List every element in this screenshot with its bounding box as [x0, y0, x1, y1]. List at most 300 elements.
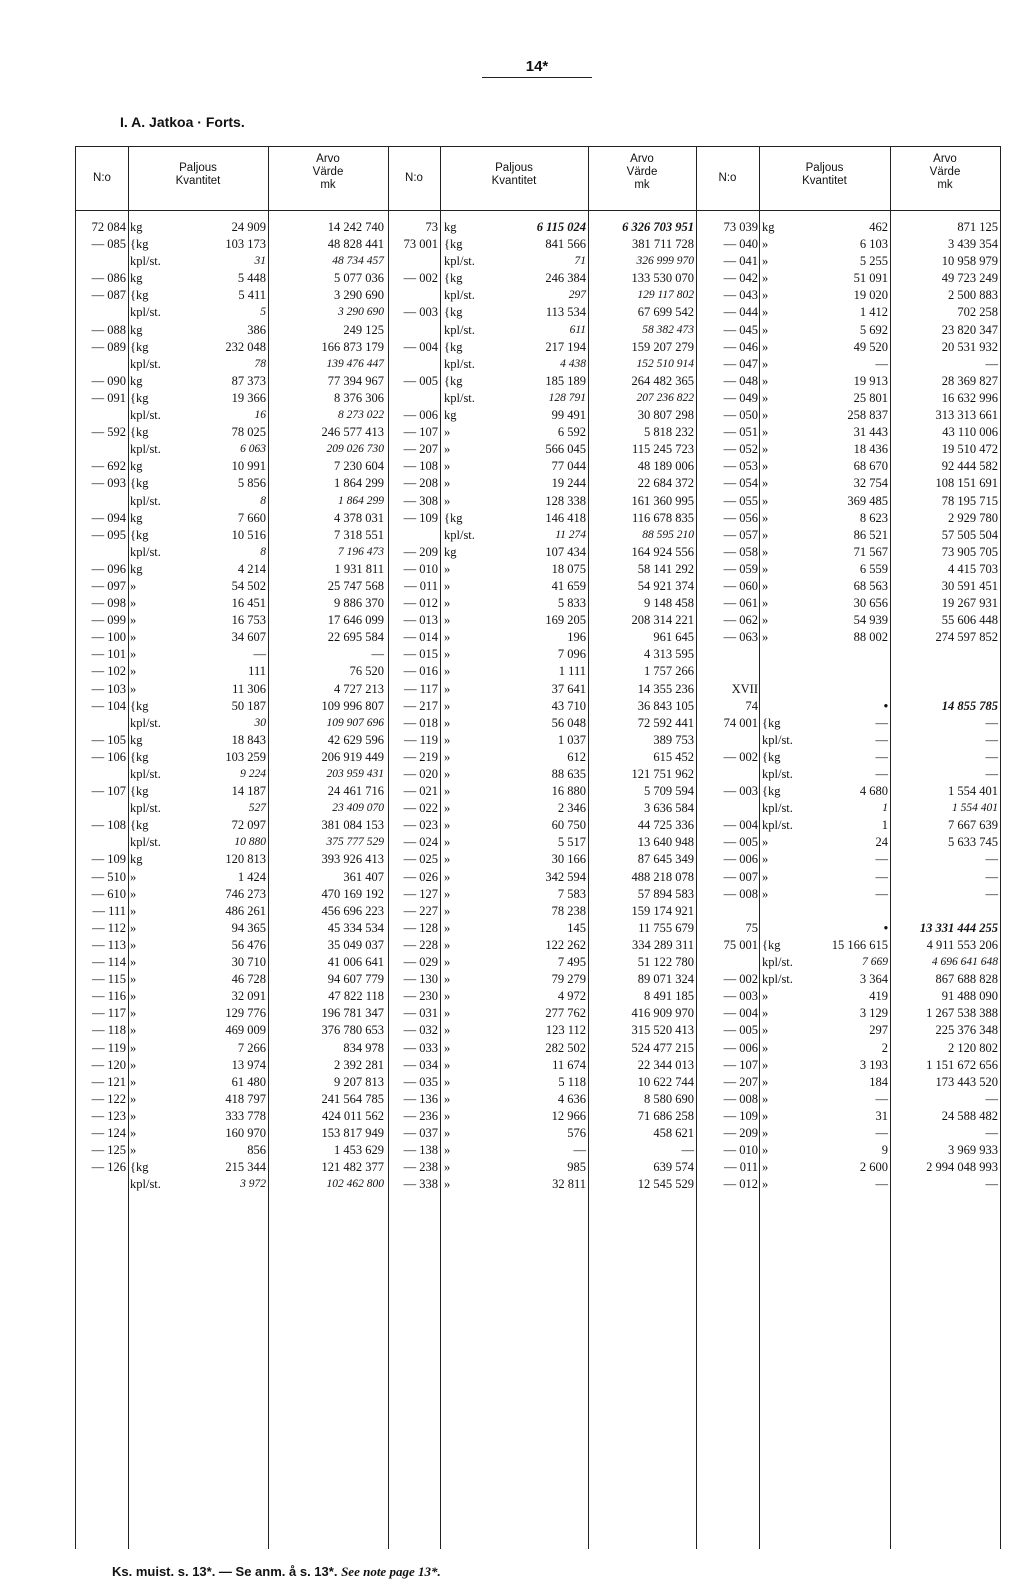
quantity-value: 18 075 [551, 561, 586, 576]
unit-label: {kg [762, 784, 781, 799]
value-amount: 4 415 703 [948, 561, 998, 576]
quantity-value: 6 063 [240, 443, 266, 456]
unit-label: » [762, 613, 769, 628]
value-amount: 23 409 070 [332, 802, 384, 815]
item-number: — 113 [92, 937, 126, 952]
quantity-value: 30 [254, 716, 266, 729]
value-amount: 71 686 258 [637, 1108, 694, 1123]
quantity-value: 469 009 [225, 1023, 266, 1038]
item-number: — 098 [91, 596, 126, 611]
quantity-value: 18 843 [231, 732, 266, 747]
table-row [76, 493, 392, 510]
table-row [390, 270, 694, 287]
table-row [76, 851, 392, 868]
value-amount: 89 071 324 [637, 972, 694, 987]
table-row [390, 1022, 694, 1039]
quantity-value: 71 [574, 255, 586, 268]
table-row [698, 1176, 998, 1193]
item-number: — 041 [723, 254, 758, 269]
unit-label: kpl/st. [762, 732, 793, 747]
value-amount: 92 444 582 [941, 459, 998, 474]
table-row [698, 766, 998, 783]
value-amount: 458 621 [653, 1125, 694, 1140]
table-row [698, 869, 998, 886]
unit-label: {kg [444, 237, 463, 252]
quantity-value: 1 424 [237, 869, 266, 884]
quantity-value: 30 166 [551, 852, 586, 867]
value-amount: 8 580 690 [644, 1091, 694, 1106]
value-amount: 8 491 185 [644, 989, 694, 1004]
table-row [698, 749, 998, 766]
value-amount: — [985, 732, 998, 747]
unit-label: » [762, 442, 769, 457]
unit-label: » [130, 869, 137, 884]
item-number: — 095 [91, 527, 126, 542]
table-row [76, 1022, 392, 1039]
table-row [390, 356, 694, 373]
item-number: — 049 [723, 390, 758, 405]
unit-label: {kg [130, 698, 149, 713]
unit-label: » [130, 920, 137, 935]
value-amount: 315 520 413 [631, 1023, 694, 1038]
value-amount: 57 894 583 [637, 886, 694, 901]
value-amount: 3 290 690 [338, 306, 384, 319]
value-amount: 30 807 298 [637, 408, 694, 423]
item-number: — 308 [403, 493, 438, 508]
unit-label: » [762, 1160, 769, 1175]
table-row [698, 971, 998, 988]
item-number: — 107 [723, 1057, 758, 1072]
table-row [390, 1005, 694, 1022]
value-amount: 9 148 458 [644, 596, 694, 611]
table-row [390, 766, 694, 783]
quantity-value: 369 485 [847, 493, 888, 508]
quantity-value: 8 623 [859, 510, 888, 525]
table-row [390, 1057, 694, 1074]
value-amount: 121 751 962 [631, 767, 694, 781]
item-number: — 063 [723, 630, 758, 645]
value-amount: 5 709 594 [644, 784, 694, 799]
quantity-value: 60 750 [551, 818, 586, 833]
quantity-value: 78 238 [551, 903, 586, 918]
unit-label: » [444, 1091, 451, 1106]
table-row [76, 937, 392, 954]
header-no: N:o [718, 172, 737, 184]
item-number: — 096 [91, 561, 126, 576]
value-amount: 78 195 715 [941, 493, 998, 508]
value-amount: 424 011 562 [321, 1108, 384, 1123]
value-amount: 17 646 099 [327, 613, 384, 628]
quantity-value: 185 189 [545, 373, 586, 388]
unit-label: » [762, 408, 769, 423]
item-number: — 103 [91, 681, 126, 696]
item-number: — 227 [403, 903, 438, 918]
quantity-value: 145 [567, 920, 586, 935]
quantity-value: 9 224 [240, 768, 266, 780]
quantity-value: — [573, 1143, 586, 1158]
unit-label: » [130, 1091, 137, 1106]
value-amount: 615 452 [653, 749, 694, 764]
item-number: — 102 [91, 664, 126, 679]
quantity-value: 10 880 [234, 836, 266, 849]
table-row [390, 749, 694, 766]
quantity-value: 11 274 [555, 528, 586, 541]
quantity-value: 68 563 [853, 578, 888, 593]
item-number: — 217 [403, 698, 438, 713]
table-row [390, 681, 694, 698]
item-number: — 109 [723, 1108, 758, 1123]
table-row [390, 578, 694, 595]
table-row [698, 886, 998, 903]
value-amount: 3 636 584 [644, 801, 694, 816]
table-row [76, 766, 392, 783]
table-row [390, 407, 694, 424]
value-amount: 116 678 835 [631, 510, 694, 525]
quantity-value: 32 811 [552, 1177, 586, 1192]
value-amount: — [985, 715, 998, 730]
item-number: 73 001 [403, 237, 438, 252]
value-amount: 8 273 022 [338, 409, 384, 422]
unit-label: » [444, 1023, 451, 1038]
table-row [390, 612, 694, 629]
value-amount: — [985, 869, 998, 884]
unit-label: » [444, 1040, 451, 1055]
unit-label: kpl/st. [444, 390, 475, 405]
quantity-value: 8 [260, 494, 266, 507]
value-amount: 389 753 [653, 732, 694, 747]
unit-label: {kg [130, 390, 149, 405]
quantity-value: 4 680 [859, 784, 888, 799]
table-row [390, 458, 694, 475]
unit-label: » [762, 425, 769, 440]
item-number: — 692 [91, 459, 126, 474]
quantity-value: 37 641 [551, 681, 586, 696]
unit-label: kg [130, 561, 143, 576]
item-number: — 023 [403, 818, 438, 833]
unit-label: kpl/st. [130, 305, 161, 320]
value-amount: 14 355 236 [637, 681, 694, 696]
quantity-value: 30 656 [853, 596, 888, 611]
quantity-value: 217 194 [545, 339, 586, 354]
value-amount: 1 554 401 [952, 802, 998, 815]
item-number: — 010 [723, 1143, 758, 1158]
quantity-value: 87 373 [231, 373, 266, 388]
unit-label: {kg [130, 784, 149, 799]
quantity-value: 129 776 [225, 1006, 266, 1021]
unit-label: » [130, 1074, 137, 1089]
quantity-value: 77 044 [551, 459, 586, 474]
table-row [698, 475, 998, 492]
unit-label: » [444, 630, 451, 645]
table-row [698, 441, 998, 458]
quantity-value: 2 [881, 1040, 888, 1055]
table-row [76, 1091, 392, 1108]
value-amount: 25 747 568 [327, 578, 384, 593]
quantity-value: 4 972 [557, 989, 586, 1004]
value-amount: 381 711 728 [631, 237, 694, 252]
item-number: — 510 [91, 869, 126, 884]
quantity-value: 258 837 [847, 408, 888, 423]
quantity-value: — [875, 732, 888, 747]
quantity-value: — [253, 647, 266, 662]
value-amount: 166 873 179 [321, 339, 384, 354]
unit-label: » [444, 664, 451, 679]
unit-label: {kg [130, 237, 149, 252]
unit-label: » [444, 561, 451, 576]
quantity-value: 24 909 [231, 220, 266, 234]
unit-label: » [444, 1160, 451, 1175]
unit-label: » [130, 578, 137, 593]
value-amount: 4 911 553 206 [926, 937, 998, 952]
quantity-value: 7 096 [557, 647, 586, 662]
table-row [390, 1091, 694, 1108]
value-amount: 3 439 354 [948, 237, 998, 252]
unit-label: {kg [130, 1160, 149, 1175]
value-amount: 203 959 431 [326, 768, 384, 780]
table-row [390, 304, 694, 321]
quantity-value: 2 346 [557, 801, 586, 816]
unit-label: » [444, 1177, 451, 1192]
quantity-value: 1 [881, 818, 888, 833]
unit-label: » [444, 698, 451, 713]
unit-label: » [444, 920, 451, 935]
table-row [698, 715, 998, 732]
value-amount: 57 505 504 [941, 527, 998, 542]
item-number: — 091 [91, 390, 126, 405]
quantity-value: 31 [875, 1108, 888, 1123]
table-row [76, 236, 392, 253]
unit-label: {kg [130, 527, 149, 542]
item-number: — 045 [723, 322, 758, 337]
item-number: — 004 [723, 818, 758, 833]
table-row [76, 373, 392, 390]
value-amount: 73 905 705 [941, 544, 998, 559]
table-row [698, 1074, 998, 1091]
item-number: — 236 [403, 1108, 438, 1123]
value-amount: 3 290 690 [334, 288, 384, 303]
table-row [698, 937, 998, 954]
unit-label: kg [130, 510, 143, 525]
unit-label: » [130, 613, 137, 628]
quantity-value: 78 [254, 357, 266, 370]
item-number: — 120 [91, 1057, 126, 1072]
value-amount: 313 313 661 [935, 408, 998, 423]
item-number: — 056 [723, 510, 758, 525]
quantity-value: — [875, 767, 888, 781]
quantity-value: 54 502 [231, 578, 266, 593]
unit-label: kpl/st. [444, 527, 475, 542]
table-row [390, 236, 694, 253]
value-amount: 361 407 [343, 869, 384, 884]
quantity-value: — [875, 356, 888, 371]
table-row [76, 339, 392, 356]
value-amount: 129 117 802 [637, 289, 694, 302]
table-row [390, 493, 694, 510]
table-row [76, 1074, 392, 1091]
unit-label: » [444, 937, 451, 952]
quantity-value: 113 534 [545, 305, 586, 320]
value-amount: 173 443 520 [935, 1074, 998, 1089]
quantity-value: 41 659 [551, 578, 586, 593]
value-amount: 24 461 716 [327, 784, 384, 799]
table-row [390, 646, 694, 663]
table-row [698, 1040, 998, 1057]
quantity-value: 107 434 [545, 544, 586, 559]
item-number: — 088 [91, 322, 126, 337]
item-number: — 024 [403, 835, 438, 850]
quantity-value: 611 [569, 323, 586, 336]
table-row [698, 527, 998, 544]
value-amount: — [985, 356, 998, 371]
unit-label: » [130, 1023, 137, 1038]
table-row [698, 663, 998, 680]
value-amount: 7 196 473 [338, 545, 384, 558]
quantity-value: 31 [254, 255, 266, 268]
table-row [390, 937, 694, 954]
item-number: — 118 [92, 1023, 126, 1038]
table-row [390, 544, 694, 561]
table-row [698, 424, 998, 441]
table-row [76, 356, 392, 373]
value-amount: 11 755 679 [638, 920, 694, 935]
quantity-value: 19 020 [853, 288, 888, 303]
unit-label: {kg [130, 818, 149, 833]
item-number: — 047 [723, 356, 758, 371]
item-number: — 015 [403, 647, 438, 662]
table-row [390, 287, 694, 304]
unit-label: » [444, 1074, 451, 1089]
value-amount: 42 629 596 [327, 732, 384, 747]
quantity-value: 68 670 [853, 459, 888, 474]
unit-label: {kg [444, 373, 463, 388]
table-row [698, 1091, 998, 1108]
table-row [390, 886, 694, 903]
unit-label: » [762, 989, 769, 1004]
unit-label: {kg [130, 425, 149, 440]
unit-label: » [130, 937, 137, 952]
unit-label: » [762, 630, 769, 645]
item-number: — 108 [91, 818, 126, 833]
item-number: — 002 [403, 271, 438, 286]
table-row [698, 561, 998, 578]
quantity-value: 1 111 [558, 664, 586, 679]
quantity-value: 196 [567, 630, 586, 645]
value-amount: 43 110 006 [942, 425, 998, 440]
value-amount: 22 695 584 [327, 630, 384, 645]
value-amount: 207 236 822 [636, 391, 694, 404]
statistics-table [75, 146, 1001, 1549]
item-number: — 107 [403, 425, 438, 440]
quantity-value: 333 778 [225, 1108, 266, 1123]
item-number: — 209 [723, 1125, 758, 1140]
quantity-value: 7 660 [237, 510, 266, 525]
value-amount: 23 820 347 [941, 322, 998, 337]
value-amount: 77 394 967 [327, 373, 384, 388]
unit-label: {kg [444, 271, 463, 286]
quantity-value: 169 205 [545, 613, 586, 628]
value-amount: 2 392 281 [334, 1057, 384, 1072]
item-number: — 123 [91, 1108, 126, 1123]
unit-label: » [444, 732, 451, 747]
quantity-value: — [875, 886, 888, 901]
quantity-value: 123 112 [545, 1023, 586, 1038]
quantity-value: 527 [248, 802, 266, 815]
value-amount: 871 125 [957, 220, 998, 234]
unit-label: {kg [762, 937, 781, 952]
item-number: — 014 [403, 630, 438, 645]
item-number: — 093 [91, 476, 126, 491]
value-amount: 264 482 365 [631, 373, 694, 388]
table-row [76, 988, 392, 1005]
table-row [390, 698, 694, 715]
item-number: — 053 [723, 459, 758, 474]
unit-label: » [130, 596, 137, 611]
table-row [698, 1142, 998, 1159]
quantity-value: 146 418 [545, 510, 586, 525]
item-number: — 136 [403, 1091, 438, 1106]
unit-label: » [130, 903, 137, 918]
value-amount: 20 531 932 [941, 339, 998, 354]
table-row [698, 595, 998, 612]
item-number: — 051 [723, 425, 758, 440]
item-number: — 026 [403, 869, 438, 884]
value-amount: 94 607 779 [327, 972, 384, 987]
table-row [390, 253, 694, 270]
item-number: — 046 [723, 339, 758, 354]
quantity-value: — [875, 852, 888, 867]
unit-label: kpl/st. [130, 801, 161, 816]
unit-label: kpl/st. [130, 767, 161, 781]
table-row [698, 219, 998, 236]
item-number: — 012 [723, 1177, 758, 1192]
table-row [698, 612, 998, 629]
value-amount: 13 331 444 255 [919, 920, 998, 935]
value-amount: 133 530 070 [631, 271, 694, 286]
unit-label: {kg [130, 749, 149, 764]
header-value: Arvo Värde mk [312, 153, 344, 191]
quantity-value: 386 [247, 322, 266, 337]
column-group-3 [698, 219, 998, 1193]
table-row [76, 663, 392, 680]
unit-label: kg [762, 220, 775, 234]
table-row [390, 1176, 694, 1193]
quantity-value: 5 833 [557, 596, 586, 611]
header-no: N:o [93, 172, 111, 184]
value-amount: 14 242 740 [327, 220, 384, 234]
value-amount: 44 725 336 [637, 818, 694, 833]
item-number: — 002 [723, 972, 758, 987]
quantity-value: 6 559 [859, 561, 888, 576]
table-row [698, 1022, 998, 1039]
item-number: — 006 [403, 408, 438, 423]
unit-label: kg [130, 271, 143, 286]
quantity-value: 49 520 [853, 339, 888, 354]
quantity-value: 7 669 [862, 956, 888, 969]
unit-label: » [762, 869, 769, 884]
quantity-value: 34 607 [231, 630, 266, 645]
item-number: — 097 [91, 578, 126, 593]
value-amount: 196 781 347 [321, 1006, 384, 1021]
table-row [390, 988, 694, 1005]
quantity-value: 11 306 [232, 681, 266, 696]
value-amount: 51 122 780 [637, 955, 694, 970]
value-amount: 208 314 221 [631, 613, 694, 628]
table-row [76, 869, 392, 886]
unit-label: » [762, 1177, 769, 1192]
value-amount: 456 696 223 [321, 903, 384, 918]
value-amount: — [371, 647, 384, 662]
unit-label: kpl/st. [130, 356, 161, 371]
